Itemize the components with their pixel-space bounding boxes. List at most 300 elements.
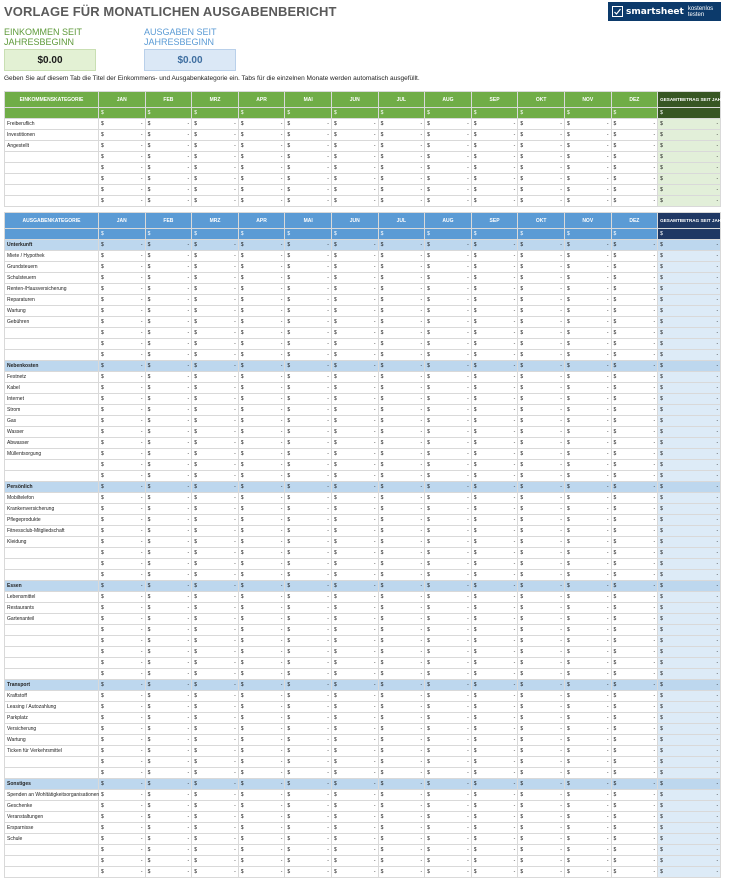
month-value-cell[interactable] (471, 361, 518, 372)
month-value-cell[interactable] (331, 471, 378, 482)
month-value-cell[interactable] (285, 119, 332, 130)
month-value-cell[interactable] (285, 152, 332, 163)
month-value-cell[interactable] (99, 691, 146, 702)
month-value-cell[interactable] (238, 812, 285, 823)
month-value-cell[interactable] (471, 823, 518, 834)
month-value-cell[interactable] (378, 735, 425, 746)
month-value-cell[interactable] (378, 691, 425, 702)
month-value-cell[interactable] (285, 581, 332, 592)
month-value-cell[interactable] (378, 306, 425, 317)
category-label[interactable]: Essen (5, 581, 99, 592)
total-value-cell[interactable] (658, 548, 721, 559)
month-value-cell[interactable] (611, 834, 658, 845)
month-value-cell[interactable] (238, 867, 285, 878)
month-value-cell[interactable] (238, 174, 285, 185)
month-value-cell[interactable] (518, 295, 565, 306)
month-value-cell[interactable] (238, 328, 285, 339)
month-value-cell[interactable] (518, 713, 565, 724)
month-value-cell[interactable] (285, 867, 332, 878)
month-value-cell[interactable] (238, 416, 285, 427)
month-value-cell[interactable] (611, 713, 658, 724)
total-value-cell[interactable] (658, 669, 721, 680)
month-value-cell[interactable] (238, 647, 285, 658)
month-value-cell[interactable] (425, 394, 472, 405)
total-value-cell[interactable] (658, 284, 721, 295)
month-value-cell[interactable] (145, 130, 192, 141)
category-label[interactable] (5, 174, 99, 185)
month-value-cell[interactable] (145, 262, 192, 273)
category-label[interactable]: Wasser (5, 427, 99, 438)
month-value-cell[interactable] (145, 724, 192, 735)
month-value-cell[interactable] (192, 669, 239, 680)
month-value-cell[interactable] (145, 306, 192, 317)
month-value-cell[interactable] (611, 262, 658, 273)
month-value-cell[interactable] (471, 856, 518, 867)
month-value-cell[interactable] (611, 119, 658, 130)
month-value-cell[interactable] (518, 526, 565, 537)
month-value-cell[interactable] (145, 493, 192, 504)
category-label[interactable] (5, 471, 99, 482)
month-value-cell[interactable] (145, 185, 192, 196)
month-value-cell[interactable] (425, 548, 472, 559)
month-value-cell[interactable] (564, 548, 611, 559)
month-value-cell[interactable] (238, 405, 285, 416)
month-value-cell[interactable] (99, 834, 146, 845)
month-value-cell[interactable] (425, 427, 472, 438)
month-value-cell[interactable] (192, 284, 239, 295)
category-label[interactable]: Kleidung (5, 537, 99, 548)
month-value-cell[interactable] (471, 713, 518, 724)
month-value-cell[interactable] (471, 658, 518, 669)
month-value-cell[interactable] (192, 735, 239, 746)
month-value-cell[interactable] (378, 757, 425, 768)
month-value-cell[interactable] (611, 130, 658, 141)
month-value-cell[interactable] (192, 427, 239, 438)
month-value-cell[interactable] (425, 779, 472, 790)
month-value-cell[interactable] (285, 669, 332, 680)
month-value-cell[interactable] (471, 570, 518, 581)
month-value-cell[interactable] (425, 570, 472, 581)
month-value-cell[interactable] (192, 801, 239, 812)
month-value-cell[interactable] (518, 669, 565, 680)
month-value-cell[interactable] (192, 163, 239, 174)
month-value-cell[interactable] (331, 669, 378, 680)
month-value-cell[interactable] (331, 240, 378, 251)
month-value-cell[interactable] (238, 823, 285, 834)
month-value-cell[interactable] (378, 790, 425, 801)
month-value-cell[interactable] (425, 614, 472, 625)
month-value-cell[interactable] (611, 658, 658, 669)
month-value-cell[interactable] (611, 812, 658, 823)
month-value-cell[interactable] (471, 724, 518, 735)
month-value-cell[interactable] (378, 493, 425, 504)
month-value-cell[interactable] (192, 504, 239, 515)
month-value-cell[interactable] (145, 614, 192, 625)
month-value-cell[interactable] (564, 845, 611, 856)
month-value-cell[interactable] (285, 317, 332, 328)
total-value-cell[interactable] (658, 592, 721, 603)
month-value-cell[interactable] (99, 724, 146, 735)
month-value-cell[interactable] (425, 669, 472, 680)
month-value-cell[interactable] (99, 779, 146, 790)
category-label[interactable] (5, 460, 99, 471)
month-value-cell[interactable] (471, 757, 518, 768)
month-value-cell[interactable] (99, 845, 146, 856)
month-value-cell[interactable] (145, 471, 192, 482)
month-value-cell[interactable] (378, 845, 425, 856)
month-value-cell[interactable] (145, 867, 192, 878)
month-value-cell[interactable] (378, 570, 425, 581)
month-value-cell[interactable] (192, 702, 239, 713)
month-value-cell[interactable] (378, 867, 425, 878)
month-value-cell[interactable] (564, 328, 611, 339)
month-value-cell[interactable] (285, 328, 332, 339)
month-value-cell[interactable] (331, 174, 378, 185)
month-value-cell[interactable] (99, 812, 146, 823)
month-value-cell[interactable] (331, 845, 378, 856)
month-value-cell[interactable] (564, 273, 611, 284)
month-value-cell[interactable] (518, 856, 565, 867)
month-value-cell[interactable] (285, 262, 332, 273)
month-value-cell[interactable] (285, 449, 332, 460)
month-value-cell[interactable] (238, 614, 285, 625)
month-value-cell[interactable] (145, 526, 192, 537)
month-value-cell[interactable] (378, 559, 425, 570)
month-value-cell[interactable] (238, 471, 285, 482)
category-label[interactable] (5, 768, 99, 779)
month-value-cell[interactable] (425, 460, 472, 471)
month-value-cell[interactable] (471, 427, 518, 438)
month-value-cell[interactable] (331, 636, 378, 647)
category-label[interactable]: Gartenanteil (5, 614, 99, 625)
month-value-cell[interactable] (331, 383, 378, 394)
month-value-cell[interactable] (518, 185, 565, 196)
month-value-cell[interactable] (425, 185, 472, 196)
total-value-cell[interactable] (658, 603, 721, 614)
total-value-cell[interactable] (658, 812, 721, 823)
month-value-cell[interactable] (564, 482, 611, 493)
category-label[interactable]: Abwasser (5, 438, 99, 449)
total-value-cell[interactable] (658, 262, 721, 273)
month-value-cell[interactable] (192, 405, 239, 416)
month-value-cell[interactable] (331, 801, 378, 812)
month-value-cell[interactable] (425, 768, 472, 779)
month-value-cell[interactable] (471, 691, 518, 702)
month-value-cell[interactable] (99, 570, 146, 581)
month-value-cell[interactable] (611, 614, 658, 625)
month-value-cell[interactable] (145, 768, 192, 779)
month-value-cell[interactable] (331, 295, 378, 306)
month-value-cell[interactable] (192, 845, 239, 856)
month-value-cell[interactable] (564, 262, 611, 273)
month-value-cell[interactable] (145, 273, 192, 284)
month-value-cell[interactable] (425, 801, 472, 812)
category-label[interactable]: Unterkunft (5, 240, 99, 251)
total-value-cell[interactable] (658, 438, 721, 449)
month-value-cell[interactable] (471, 174, 518, 185)
month-value-cell[interactable] (425, 790, 472, 801)
month-value-cell[interactable] (331, 273, 378, 284)
month-value-cell[interactable] (99, 361, 146, 372)
category-label[interactable]: Ticken für Verkehrsmittel (5, 746, 99, 757)
month-value-cell[interactable] (192, 460, 239, 471)
month-value-cell[interactable] (331, 526, 378, 537)
month-value-cell[interactable] (518, 735, 565, 746)
month-value-cell[interactable] (238, 493, 285, 504)
month-value-cell[interactable] (378, 713, 425, 724)
month-value-cell[interactable] (425, 295, 472, 306)
month-value-cell[interactable] (425, 372, 472, 383)
month-value-cell[interactable] (192, 856, 239, 867)
month-value-cell[interactable] (611, 427, 658, 438)
category-label[interactable]: Wartung (5, 306, 99, 317)
month-value-cell[interactable] (192, 119, 239, 130)
month-value-cell[interactable] (238, 262, 285, 273)
month-value-cell[interactable] (145, 163, 192, 174)
category-label[interactable]: Veranstaltungen (5, 812, 99, 823)
month-value-cell[interactable] (518, 614, 565, 625)
month-value-cell[interactable] (471, 251, 518, 262)
month-value-cell[interactable] (192, 680, 239, 691)
month-value-cell[interactable] (611, 493, 658, 504)
month-value-cell[interactable] (564, 240, 611, 251)
category-label[interactable] (5, 196, 99, 207)
month-value-cell[interactable] (285, 251, 332, 262)
month-value-cell[interactable] (518, 603, 565, 614)
month-value-cell[interactable] (611, 306, 658, 317)
month-value-cell[interactable] (425, 625, 472, 636)
month-value-cell[interactable] (564, 614, 611, 625)
total-value-cell[interactable] (658, 559, 721, 570)
month-value-cell[interactable] (518, 163, 565, 174)
total-value-cell[interactable] (658, 636, 721, 647)
total-value-cell[interactable] (658, 240, 721, 251)
month-value-cell[interactable] (192, 559, 239, 570)
month-value-cell[interactable] (378, 779, 425, 790)
month-value-cell[interactable] (564, 735, 611, 746)
month-value-cell[interactable] (285, 724, 332, 735)
month-value-cell[interactable] (425, 537, 472, 548)
month-value-cell[interactable] (285, 680, 332, 691)
total-value-cell[interactable] (658, 801, 721, 812)
month-value-cell[interactable] (611, 196, 658, 207)
month-value-cell[interactable] (378, 724, 425, 735)
month-value-cell[interactable] (331, 757, 378, 768)
month-value-cell[interactable] (611, 383, 658, 394)
month-value-cell[interactable] (238, 537, 285, 548)
month-value-cell[interactable] (331, 570, 378, 581)
total-value-cell[interactable] (658, 350, 721, 361)
category-label[interactable]: Müllentsorgung (5, 449, 99, 460)
category-label[interactable]: Lebensmittel (5, 592, 99, 603)
month-value-cell[interactable] (518, 493, 565, 504)
month-value-cell[interactable] (611, 625, 658, 636)
total-value-cell[interactable] (658, 680, 721, 691)
month-value-cell[interactable] (378, 394, 425, 405)
month-value-cell[interactable] (611, 174, 658, 185)
month-value-cell[interactable] (145, 856, 192, 867)
category-label[interactable] (5, 647, 99, 658)
month-value-cell[interactable] (145, 284, 192, 295)
month-value-cell[interactable] (331, 515, 378, 526)
month-value-cell[interactable] (331, 559, 378, 570)
month-value-cell[interactable] (238, 801, 285, 812)
month-value-cell[interactable] (611, 405, 658, 416)
month-value-cell[interactable] (564, 790, 611, 801)
total-value-cell[interactable] (658, 779, 721, 790)
month-value-cell[interactable] (611, 460, 658, 471)
total-value-cell[interactable] (658, 735, 721, 746)
month-value-cell[interactable] (238, 295, 285, 306)
month-value-cell[interactable] (99, 251, 146, 262)
month-value-cell[interactable] (145, 372, 192, 383)
month-value-cell[interactable] (611, 361, 658, 372)
month-value-cell[interactable] (331, 768, 378, 779)
month-value-cell[interactable] (378, 702, 425, 713)
month-value-cell[interactable] (378, 141, 425, 152)
category-label[interactable] (5, 570, 99, 581)
month-value-cell[interactable] (331, 361, 378, 372)
month-value-cell[interactable] (611, 295, 658, 306)
month-value-cell[interactable] (611, 867, 658, 878)
month-value-cell[interactable] (238, 724, 285, 735)
month-value-cell[interactable] (471, 680, 518, 691)
month-value-cell[interactable] (145, 196, 192, 207)
month-value-cell[interactable] (611, 746, 658, 757)
month-value-cell[interactable] (378, 174, 425, 185)
total-value-cell[interactable] (658, 163, 721, 174)
month-value-cell[interactable] (145, 537, 192, 548)
month-value-cell[interactable] (238, 702, 285, 713)
month-value-cell[interactable] (471, 867, 518, 878)
month-value-cell[interactable] (378, 119, 425, 130)
month-value-cell[interactable] (238, 669, 285, 680)
month-value-cell[interactable] (192, 834, 239, 845)
month-value-cell[interactable] (471, 141, 518, 152)
month-value-cell[interactable] (564, 834, 611, 845)
month-value-cell[interactable] (99, 449, 146, 460)
month-value-cell[interactable] (192, 306, 239, 317)
month-value-cell[interactable] (518, 394, 565, 405)
month-value-cell[interactable] (192, 361, 239, 372)
month-value-cell[interactable] (471, 812, 518, 823)
month-value-cell[interactable] (611, 735, 658, 746)
total-value-cell[interactable] (658, 856, 721, 867)
total-value-cell[interactable] (658, 471, 721, 482)
month-value-cell[interactable] (611, 449, 658, 460)
total-value-cell[interactable] (658, 185, 721, 196)
month-value-cell[interactable] (285, 427, 332, 438)
month-value-cell[interactable] (564, 438, 611, 449)
category-label[interactable]: Grundsteuern (5, 262, 99, 273)
month-value-cell[interactable] (285, 702, 332, 713)
month-value-cell[interactable] (378, 251, 425, 262)
month-value-cell[interactable] (285, 779, 332, 790)
month-value-cell[interactable] (285, 460, 332, 471)
month-value-cell[interactable] (564, 757, 611, 768)
month-value-cell[interactable] (285, 812, 332, 823)
total-value-cell[interactable] (658, 702, 721, 713)
month-value-cell[interactable] (378, 361, 425, 372)
month-value-cell[interactable] (192, 768, 239, 779)
month-value-cell[interactable] (99, 790, 146, 801)
month-value-cell[interactable] (471, 273, 518, 284)
month-value-cell[interactable] (471, 834, 518, 845)
month-value-cell[interactable] (192, 691, 239, 702)
month-value-cell[interactable] (564, 746, 611, 757)
month-value-cell[interactable] (145, 746, 192, 757)
month-value-cell[interactable] (611, 669, 658, 680)
month-value-cell[interactable] (611, 537, 658, 548)
month-value-cell[interactable] (425, 482, 472, 493)
total-value-cell[interactable] (658, 394, 721, 405)
month-value-cell[interactable] (192, 779, 239, 790)
month-value-cell[interactable] (99, 592, 146, 603)
month-value-cell[interactable] (471, 515, 518, 526)
month-value-cell[interactable] (285, 273, 332, 284)
category-label[interactable] (5, 856, 99, 867)
total-value-cell[interactable] (658, 482, 721, 493)
category-label[interactable] (5, 636, 99, 647)
month-value-cell[interactable] (192, 724, 239, 735)
month-value-cell[interactable] (99, 493, 146, 504)
month-value-cell[interactable] (238, 383, 285, 394)
category-label[interactable]: Kabel (5, 383, 99, 394)
month-value-cell[interactable] (518, 658, 565, 669)
month-value-cell[interactable] (564, 603, 611, 614)
month-value-cell[interactable] (564, 361, 611, 372)
month-value-cell[interactable] (285, 284, 332, 295)
month-value-cell[interactable] (378, 383, 425, 394)
month-value-cell[interactable] (285, 339, 332, 350)
month-value-cell[interactable] (192, 438, 239, 449)
month-value-cell[interactable] (145, 515, 192, 526)
month-value-cell[interactable] (564, 284, 611, 295)
month-value-cell[interactable] (192, 713, 239, 724)
month-value-cell[interactable] (518, 559, 565, 570)
month-value-cell[interactable] (285, 735, 332, 746)
month-value-cell[interactable] (99, 746, 146, 757)
month-value-cell[interactable] (99, 185, 146, 196)
month-value-cell[interactable] (518, 570, 565, 581)
category-label[interactable] (5, 867, 99, 878)
month-value-cell[interactable] (611, 559, 658, 570)
month-value-cell[interactable] (99, 702, 146, 713)
month-value-cell[interactable] (331, 537, 378, 548)
month-value-cell[interactable] (331, 394, 378, 405)
month-value-cell[interactable] (145, 482, 192, 493)
month-value-cell[interactable] (99, 515, 146, 526)
month-value-cell[interactable] (425, 328, 472, 339)
category-label[interactable] (5, 163, 99, 174)
month-value-cell[interactable] (518, 779, 565, 790)
month-value-cell[interactable] (471, 702, 518, 713)
month-value-cell[interactable] (378, 636, 425, 647)
month-value-cell[interactable] (331, 130, 378, 141)
month-value-cell[interactable] (192, 482, 239, 493)
month-value-cell[interactable] (192, 317, 239, 328)
total-value-cell[interactable] (658, 724, 721, 735)
month-value-cell[interactable] (99, 614, 146, 625)
total-value-cell[interactable] (658, 295, 721, 306)
month-value-cell[interactable] (425, 559, 472, 570)
category-label[interactable] (5, 757, 99, 768)
month-value-cell[interactable] (378, 449, 425, 460)
month-value-cell[interactable] (99, 394, 146, 405)
month-value-cell[interactable] (425, 119, 472, 130)
month-value-cell[interactable] (285, 647, 332, 658)
month-value-cell[interactable] (99, 438, 146, 449)
